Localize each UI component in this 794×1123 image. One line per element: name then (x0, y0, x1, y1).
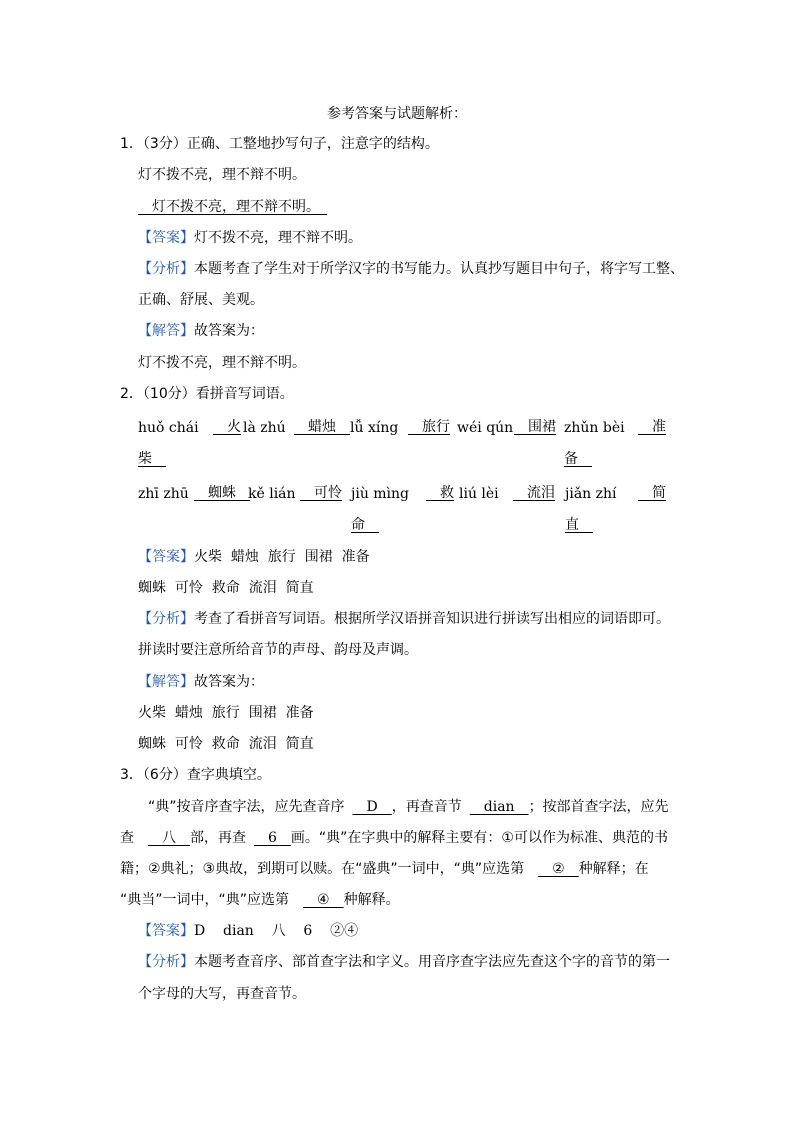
page-title: 参考答案与试题解析： (327, 106, 467, 122)
q1-solve-answer: 灯不拨不亮，理不辩不明。 (138, 355, 306, 371)
q1-analysis-cont: 正确、舒展、美观。 (138, 292, 264, 308)
answer-tag: 【答案】 (138, 549, 194, 565)
blank-answer: 准 (652, 419, 666, 435)
blank-answer: 救 (440, 485, 454, 501)
blank-answer: 围裙 (528, 419, 556, 435)
blank-answer-cont: 直 (565, 517, 579, 533)
blank-answer-cont: 命 (351, 517, 365, 533)
q3-analysis-cont: 个字母的大写，再查音节。 (138, 986, 306, 1002)
q1-fill-line: 灯不拨不亮，理不辩不明。 (138, 199, 327, 215)
q3-answer (138, 921, 358, 941)
analysis-text: 本题考查音序、部首查字法和字义。用音序查字法应先查这个字的音节的第一 (194, 954, 670, 970)
q3-line1: “典”按音序查字法，应先查音序 D ，再查音节 dian ；按部首查字法，应先 (148, 799, 669, 815)
pinyin: liú lèi (459, 486, 499, 502)
blank-answer: 旅行 (422, 419, 450, 435)
q3-line4: “典当”一词中，“典”应选第 ④ 种解释。 (120, 892, 400, 908)
blank-answer: 火 (227, 419, 241, 435)
q3-line2: 查 八 部，再查 6 画。“典”在字典中的解释主要有：①可以作为标准、典范的书 (120, 830, 668, 846)
blank-answer: 流泪 (527, 485, 555, 501)
q1-answer (138, 228, 362, 248)
blank-answer: ② (538, 861, 579, 877)
q1-heading: 1．（3分）正确、工整地抄写句子，注意字的结构。 (120, 136, 439, 152)
pinyin: là zhú (243, 420, 286, 436)
blank-answer: 蜡烛 (308, 419, 336, 435)
answer-text: 火柴 蜡烛 旅行 围裙 准备 (194, 549, 370, 565)
q2-solve-line2: 蜘蛛 可怜 救命 流泪 简直 (138, 736, 314, 752)
q2-answer-cont: 蜘蛛 可怜 救命 流泪 简直 (138, 580, 314, 596)
analysis-tag: 【分析】 (138, 261, 194, 277)
q1-solve (138, 321, 264, 341)
answer-tag: 【答案】 (138, 923, 194, 939)
q1-sentence: 灯不拨不亮，理不辩不明。 (138, 167, 306, 183)
analysis-text: 考查了看拼音写词语。根据所学汉语拼音知识进行拼读写出相应的词语即可。 (194, 611, 670, 627)
blank-answer: 可怜 (314, 485, 342, 501)
blank-answer: 6 (254, 830, 291, 846)
q3-analysis (138, 952, 670, 972)
q2-solve-line1: 火柴 蜡烛 旅行 围裙 准备 (138, 705, 314, 721)
q3-heading: 3．（6分）查字典填空。 (120, 767, 271, 783)
analysis-tag: 【分析】 (138, 954, 194, 970)
analysis-tag: 【分析】 (138, 611, 194, 627)
answer-text: D dian 八 6 ②④ (194, 923, 359, 939)
analysis-text: 本题考查了学生对于所学汉字的书写能力。认真抄写题目中句子，将字写工整、 (194, 261, 684, 277)
solve-tag: 【解答】 (138, 674, 194, 690)
blank-answer: 简 (652, 485, 666, 501)
pinyin: zhī zhū (138, 486, 189, 502)
pinyin: kě lián (248, 486, 296, 502)
q2-heading: 2．（10分）看拼音写词语。 (120, 386, 294, 402)
pinyin: zhǔn bèi (564, 420, 625, 436)
q3-line3: 籍；②典礼；③典故，到期可以赎。在“盛典”一词中，“典”应选第 ② 种解释；在 (120, 861, 649, 877)
pinyin: jiù mìng (351, 486, 410, 502)
blank-answer-cont: 柴 (138, 451, 152, 467)
q1-analysis (138, 259, 684, 279)
blank-answer: 蜘蛛 (208, 485, 236, 501)
q2-analysis (138, 609, 670, 629)
q2-solve (138, 672, 264, 692)
pinyin: huǒ chái (138, 420, 199, 436)
solve-tag: 【解答】 (138, 323, 194, 339)
pinyin: jiǎn zhí (565, 486, 617, 502)
blank-answer: D (352, 799, 392, 815)
blank-answer: dian (469, 799, 529, 815)
pinyin: lǚ xíng (350, 420, 399, 436)
q2-analysis-cont: 拼读时要注意所给音节的声母、韵母及声调。 (138, 642, 418, 658)
blank-answer-cont: 备 (564, 451, 578, 467)
q2-answer (138, 547, 370, 567)
blank-answer: 八 (148, 830, 190, 846)
solve-text: 故答案为： (194, 323, 264, 339)
pinyin: wéi qún (457, 420, 514, 436)
answer-tag: 【答案】 (138, 230, 194, 246)
answer-text: 灯不拨不亮，理不辩不明。 (194, 230, 362, 246)
solve-text: 故答案为： (194, 674, 264, 690)
blank-answer: ④ (303, 892, 344, 908)
